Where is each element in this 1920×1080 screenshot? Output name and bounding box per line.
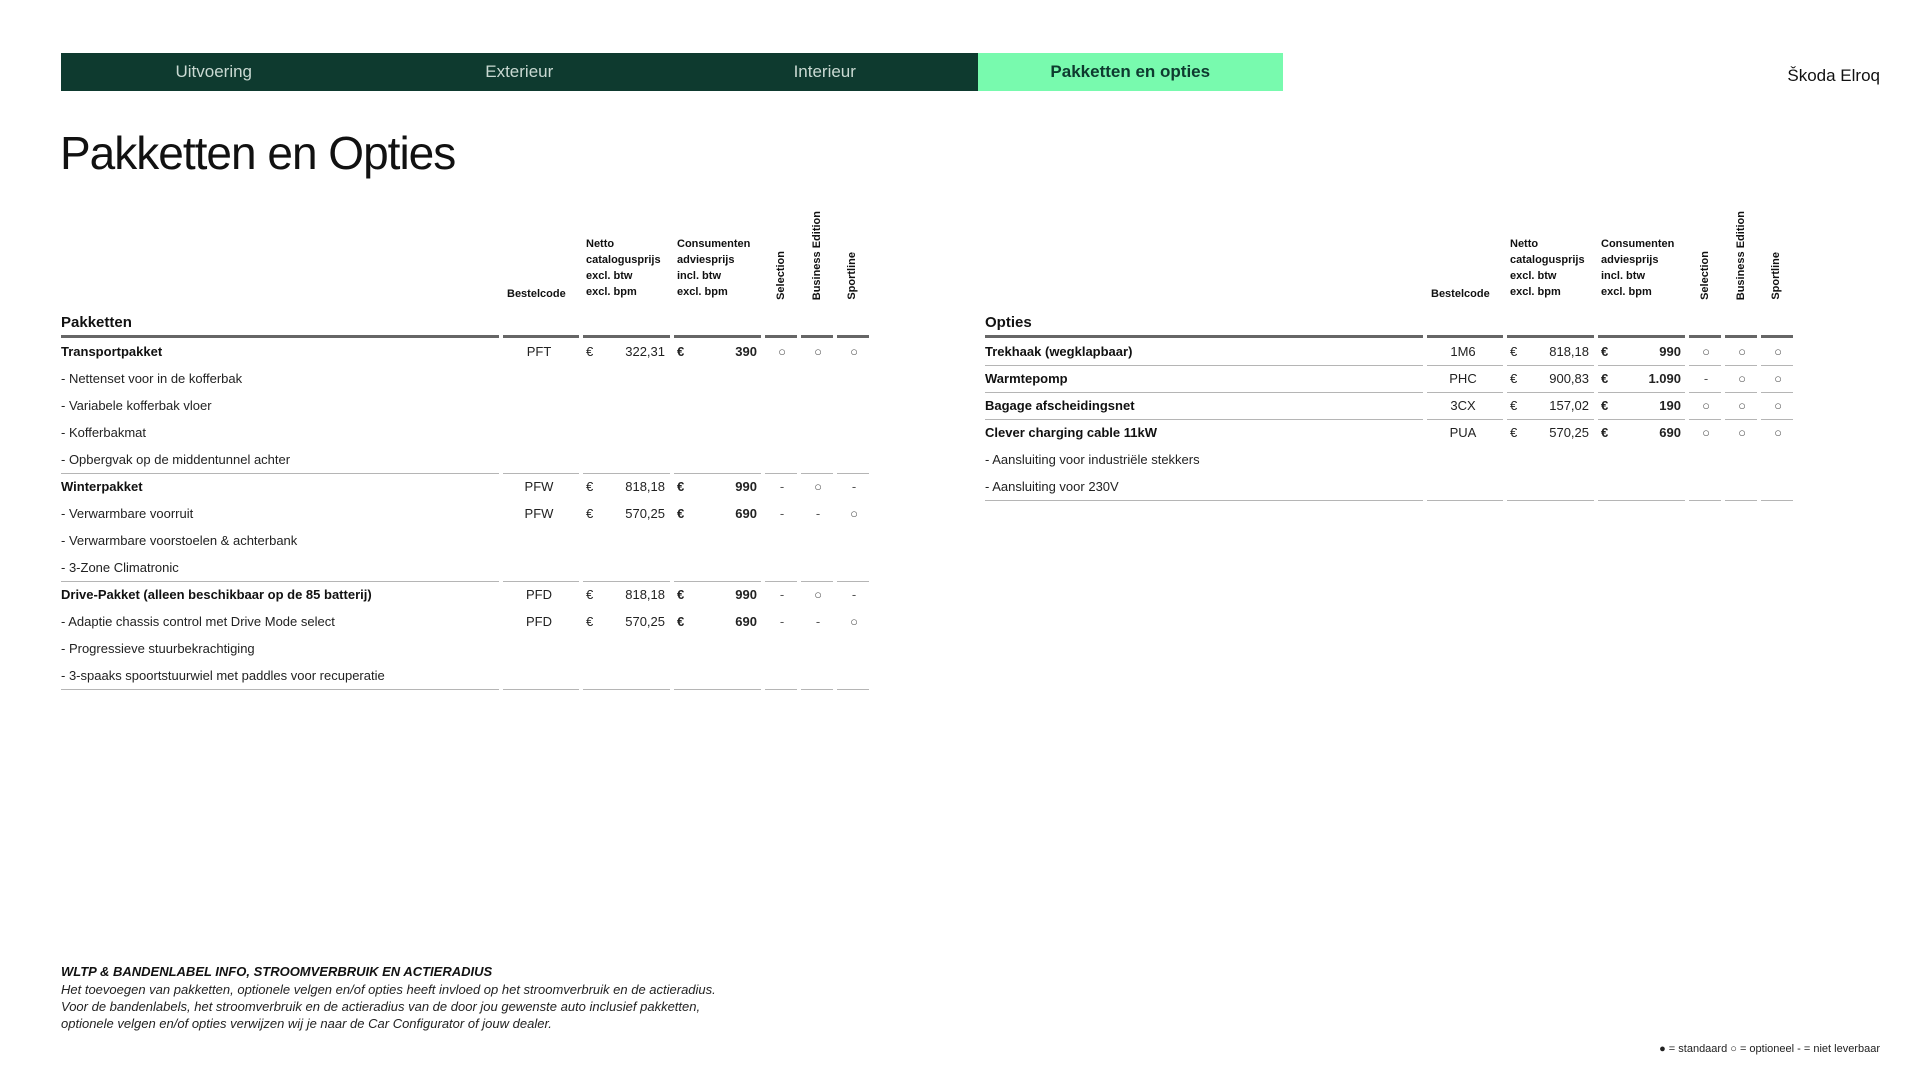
availability-sportline: ○ — [850, 344, 858, 359]
currency-symbol: € — [677, 506, 685, 521]
row-code: PFW — [524, 479, 554, 494]
row-name: Clever charging cable 11kW — [985, 425, 1157, 440]
table-row — [985, 473, 1793, 500]
availability-business: - — [815, 506, 821, 521]
currency-symbol: € — [1601, 425, 1609, 440]
availability-sportline: ○ — [1774, 344, 1782, 359]
header-consumenten: Consumenten adviesprijs incl. btw excl. bpm — [677, 238, 751, 298]
currency-symbol: € — [586, 344, 594, 359]
consumer-price: 390 — [735, 344, 757, 359]
currency-symbol: € — [1601, 344, 1609, 359]
table-row — [985, 392, 1793, 419]
table-row — [61, 392, 869, 419]
row-code: PUA — [1449, 425, 1477, 440]
row-name: - Opbergvak op de middentunnel achter — [61, 452, 291, 467]
header-business: Business Edition — [811, 210, 823, 300]
tab-pakketten-en-opties[interactable]: Pakketten en opties — [978, 53, 1284, 91]
availability-business: - — [815, 614, 821, 629]
availability-business: ○ — [814, 479, 822, 494]
netto-price: 570,25 — [625, 506, 665, 521]
tab-exterieur[interactable]: Exterieur — [485, 62, 554, 81]
consumer-price: 690 — [735, 614, 757, 629]
availability-legend: ● = standaard ○ = optioneel - = niet leverbaar — [1659, 1043, 1880, 1055]
top-nav — [61, 53, 1283, 91]
tab-uitvoering[interactable]: Uitvoering — [175, 62, 253, 81]
table-header — [985, 200, 1793, 335]
row-code: PFD — [526, 614, 552, 629]
availability-sportline: - — [851, 587, 857, 602]
availability-selection: ○ — [1702, 398, 1710, 413]
table-row — [61, 662, 869, 689]
row-name: Transportpakket — [61, 344, 163, 359]
availability-sportline: ○ — [850, 506, 858, 521]
row-code: 1M6 — [1450, 344, 1476, 359]
row-name: - 3-spaaks spoortstuurwiel met paddles voor recuperatie — [61, 668, 385, 683]
currency-symbol: € — [1510, 398, 1518, 413]
row-name: - Progressieve stuurbekrachtiging — [61, 641, 255, 656]
table-row — [61, 581, 869, 608]
currency-symbol: € — [1510, 344, 1518, 359]
table-row — [985, 446, 1793, 473]
row-name: - Variabele kofferbak vloer — [61, 398, 212, 413]
currency-symbol: € — [586, 587, 594, 602]
row-code: 3CX — [1450, 398, 1476, 413]
netto-price: 818,18 — [625, 479, 665, 494]
row-name: Drive-Pakket (alleen beschikbaar op de 85 batterij) — [61, 587, 372, 602]
availability-business: ○ — [1738, 344, 1746, 359]
row-code: PFD — [526, 587, 552, 602]
availability-selection: ○ — [1702, 425, 1710, 440]
table-row — [61, 419, 869, 446]
header-sportline: Sportline — [1770, 252, 1782, 300]
table-row — [61, 500, 869, 527]
netto-price: 818,18 — [1549, 344, 1589, 359]
page-title: Pakketten en Opties — [60, 127, 456, 179]
header-selection: Selection — [775, 251, 787, 300]
currency-symbol: € — [1601, 371, 1609, 386]
netto-price: 570,25 — [625, 614, 665, 629]
availability-selection: ○ — [778, 344, 786, 359]
table-row — [61, 635, 869, 662]
row-name: - Aansluiting voor 230V — [985, 479, 1119, 494]
consumer-price: 990 — [1659, 344, 1681, 359]
row-name: Winterpakket — [61, 479, 143, 494]
row-name: - Verwarmbare voorstoelen & achterbank — [61, 533, 298, 548]
tab-interieur[interactable]: Interieur — [793, 62, 856, 81]
consumer-price: 690 — [735, 506, 757, 521]
consumer-price: 190 — [1659, 398, 1681, 413]
availability-sportline: - — [851, 479, 857, 494]
currency-symbol: € — [677, 587, 685, 602]
row-name: - Verwarmbare voorruit — [61, 506, 194, 521]
consumer-price: 990 — [735, 479, 757, 494]
currency-symbol: € — [586, 614, 594, 629]
row-name: Bagage afscheidingsnet — [985, 398, 1135, 413]
availability-selection: - — [779, 614, 785, 629]
availability-selection: - — [1703, 371, 1709, 386]
header-bestelcode: Bestelcode — [507, 288, 566, 300]
table-row — [985, 419, 1793, 446]
row-name: - Nettenset voor in de kofferbak — [61, 371, 243, 386]
row-code: PHC — [1449, 371, 1477, 386]
footnote — [61, 964, 781, 1032]
netto-price: 322,31 — [625, 344, 665, 359]
row-name: - 3-Zone Climatronic — [61, 560, 179, 575]
availability-selection: - — [779, 506, 785, 521]
header-selection: Selection — [1699, 251, 1711, 300]
header-bestelcode: Bestelcode — [1431, 288, 1490, 300]
currency-symbol: € — [1601, 398, 1609, 413]
pakketten-rows — [61, 338, 869, 689]
currency-symbol: € — [586, 506, 594, 521]
table-row — [61, 338, 869, 365]
header-netto: Netto catalogusprijs excl. btw excl. bpm — [586, 238, 661, 298]
availability-business: ○ — [814, 344, 822, 359]
availability-business: ○ — [1738, 398, 1746, 413]
availability-selection: ○ — [1702, 344, 1710, 359]
header-consumenten: Consumenten adviesprijs incl. btw excl. bpm — [1601, 238, 1675, 298]
currency-symbol: € — [677, 614, 685, 629]
availability-selection: - — [779, 587, 785, 602]
currency-symbol: € — [1510, 425, 1518, 440]
opties-table — [985, 200, 1793, 500]
table-row — [61, 473, 869, 500]
netto-price: 570,25 — [1549, 425, 1589, 440]
row-name: Warmtepomp — [985, 371, 1068, 386]
table-row — [985, 365, 1793, 392]
consumer-price: 690 — [1659, 425, 1681, 440]
footnote-text: Het toevoegen van pakketten, optionele velgen en/of opties heeft invloed op het stroomverbruik en de actieradius. Voor de bandenlabels, het stroomverbruik en de actieradius van de door jou gewenste auto inclusief pakketten, optionele velgen en/of opties verwijzen wij je naar de Car Configurator of jouw dealer. — [61, 982, 716, 1031]
row-name: - Aansluiting voor industriële stekkers — [985, 452, 1200, 467]
row-divider — [985, 500, 1793, 501]
netto-price: 157,02 — [1549, 398, 1589, 413]
netto-price: 818,18 — [625, 587, 665, 602]
row-code: PFW — [524, 506, 554, 521]
table-row — [61, 365, 869, 392]
availability-business: ○ — [1738, 371, 1746, 386]
availability-business: ○ — [1738, 425, 1746, 440]
table-row — [985, 338, 1793, 365]
section-title: Opties — [985, 314, 1032, 331]
currency-symbol: € — [677, 344, 685, 359]
pakketten-table — [61, 200, 869, 689]
row-code: PFT — [526, 344, 552, 359]
table-row — [61, 527, 869, 554]
consumer-price: 990 — [735, 587, 757, 602]
header-sportline: Sportline — [846, 252, 858, 300]
brand-label: Škoda Elroq — [1787, 66, 1880, 85]
row-name: Trekhaak (wegklapbaar) — [985, 344, 1133, 359]
currency-symbol: € — [677, 479, 685, 494]
row-divider — [61, 689, 869, 690]
opties-rows — [985, 338, 1793, 500]
netto-price: 900,83 — [1549, 371, 1589, 386]
currency-symbol: € — [586, 479, 594, 494]
header-netto: Netto catalogusprijs excl. btw excl. bpm — [1510, 238, 1585, 298]
availability-business: ○ — [814, 587, 822, 602]
table-row — [61, 554, 869, 581]
currency-symbol: € — [1510, 371, 1518, 386]
consumer-price: 1.090 — [1648, 371, 1681, 386]
section-title: Pakketten — [61, 314, 132, 331]
header-business: Business Edition — [1735, 210, 1747, 300]
availability-sportline: ○ — [1774, 425, 1782, 440]
footnote-title: WLTP & BANDENLABEL INFO, STROOMVERBRUIK EN ACTIERADIUS — [61, 964, 493, 979]
availability-sportline: ○ — [1774, 371, 1782, 386]
row-name: - Kofferbakmat — [61, 425, 147, 440]
table-header — [61, 200, 869, 335]
availability-selection: - — [779, 479, 785, 494]
availability-sportline: ○ — [1774, 398, 1782, 413]
availability-sportline: ○ — [850, 614, 858, 629]
table-row — [61, 446, 869, 473]
row-name: - Adaptie chassis control met Drive Mode select — [61, 614, 335, 629]
table-row — [61, 608, 869, 635]
